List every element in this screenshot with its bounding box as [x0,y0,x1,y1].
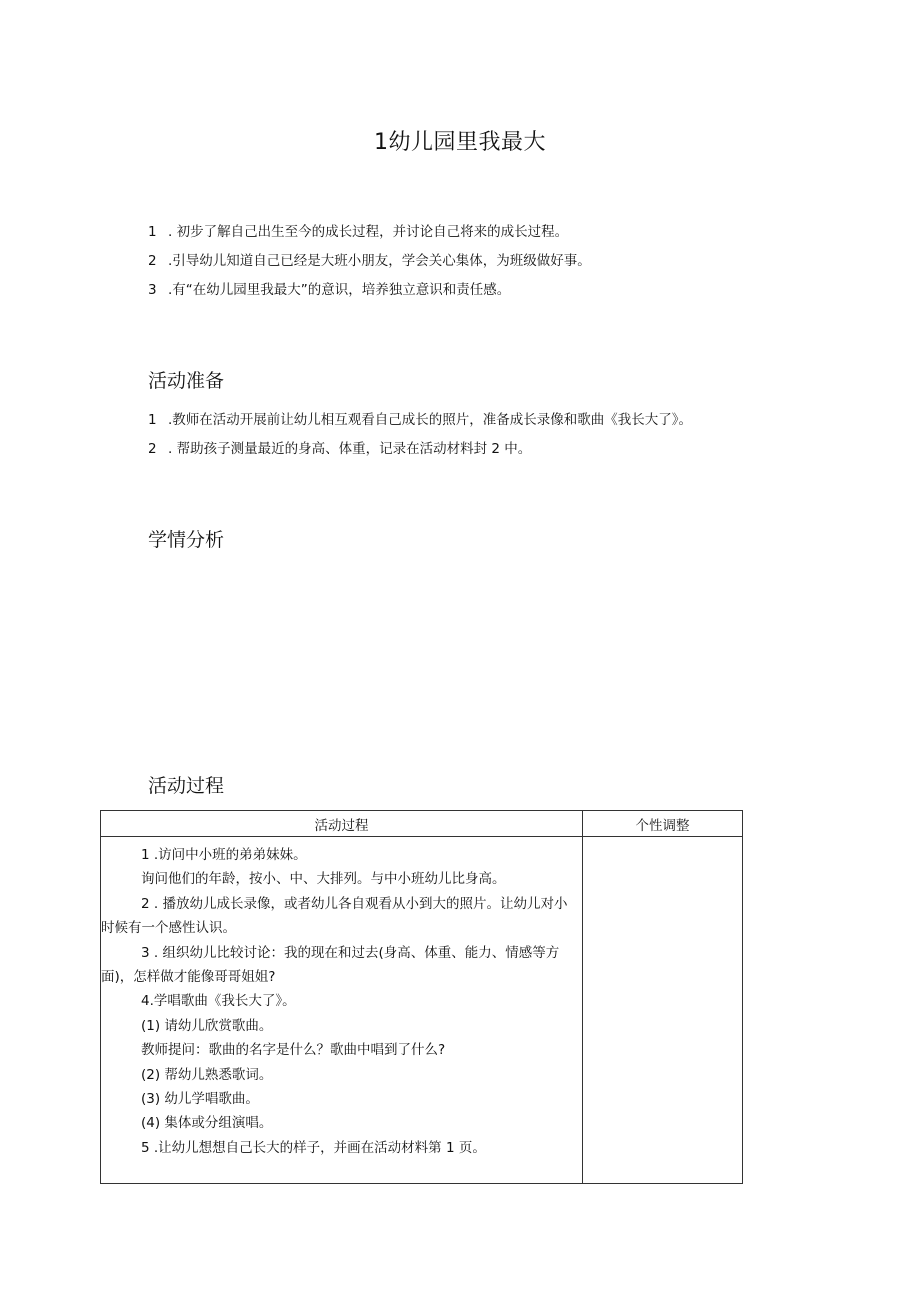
prep-heading: 活动准备 [148,370,225,392]
process-content-cell [101,837,583,1184]
process-line: 5 .让幼儿想想自己长大的样子，并画在活动材料第 1 页。 [141,1139,486,1156]
goal-text: . 初步了解自己出生至今的成长过程，并讨论自己将来的成长过程。 [168,224,569,240]
prep-item [148,410,692,430]
goal-item [148,222,568,242]
analysis-heading: 学情分析 [148,529,225,551]
adjust-column-header: 个性调整 [583,811,743,837]
process-line: 2 . 播放幼儿成长录像，或者幼儿各自观看从小到大的照片。让幼儿对小 [141,895,568,912]
process-line: (2) 帮幼儿熟悉歌词。 [141,1066,273,1083]
goal-item [148,251,591,271]
prep-text: . 帮助孩子测量最近的身高、体重，记录在活动材料封 2 中。 [168,441,532,457]
process-line: 时候有一个感性认识。 [101,920,236,937]
prep-number: 1 [148,412,157,428]
goal-item [148,280,510,300]
table-row [101,837,743,1184]
process-line: (3) 幼儿学唱歌曲。 [141,1091,259,1108]
goal-number: 1 [148,224,157,240]
process-line: 4.学唱歌曲《我长大了》。 [141,993,296,1010]
process-table [100,810,743,1184]
prep-item [148,439,531,459]
process-line: 1 .访问中小班的弟弟妹妹。 [141,847,307,863]
process-line: 面)，怎样做才能像哥哥姐姐? [101,969,276,986]
process-line: (4) 集体或分组演唱。 [141,1115,273,1132]
process-heading: 活动过程 [148,775,225,797]
goal-number: 3 [148,282,157,298]
table-header-row [101,811,743,837]
goal-number: 2 [148,253,157,269]
prep-text: .教师在活动开展前让幼儿相互观看自己成长的照片，准备成长录像和歌曲《我长大了》。 [168,412,693,428]
page-title: 1幼儿园里我最大 [374,130,546,155]
process-line: (1) 请幼儿欣赏歌曲。 [141,1017,273,1034]
prep-number: 2 [148,441,157,457]
goal-text: .引导幼儿知道自己已经是大班小朋友，学会关心集体，为班级做好事。 [168,253,591,269]
adjust-content-cell [583,837,743,1184]
process-line: 3 . 组织幼儿比较讨论：我的现在和过去(身高、体重、能力、情感等方 [141,944,560,961]
process-line: 询问他们的年龄，按小、中、大排列。与中小班幼儿比身高。 [141,871,506,888]
process-line: 教师提问：歌曲的名字是什么？歌曲中唱到了什么? [141,1042,446,1059]
process-column-header: 活动过程 [101,811,583,837]
goal-text: .有“在幼儿园里我最大”的意识，培养独立意识和责任感。 [168,282,511,298]
